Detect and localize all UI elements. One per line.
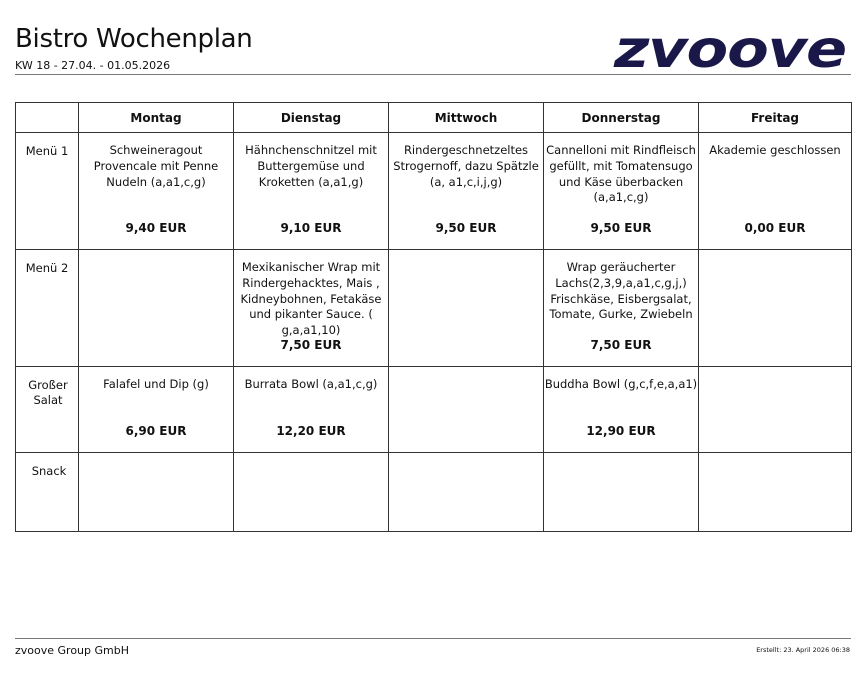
day-header: Montag bbox=[79, 103, 234, 133]
dish-text: Mexikanischer Wrap mit Rindergehacktes, Mais , Kidneybohnen, Fetakäse und pikanter Sauce. ( g,a,a1,10) bbox=[240, 260, 382, 338]
footer-created-date: Erstellt: 23. April 2026 06:38 bbox=[756, 646, 850, 654]
menu-cell bbox=[544, 250, 699, 367]
dish-text: Cannelloni mit Rindfleisch gefüllt, mit Tomatensugo und Käse überbacken (a,a1,c,g) bbox=[546, 143, 696, 205]
row-label: Menü 1 bbox=[16, 133, 79, 250]
week-range: KW 18 - 27.04. - 01.05.2026 bbox=[15, 59, 171, 72]
menu-cell bbox=[699, 367, 852, 453]
menu-cell bbox=[389, 250, 544, 367]
price: 7,50 EUR bbox=[280, 338, 342, 352]
menu-cell bbox=[234, 367, 389, 453]
day-header: Mittwoch bbox=[389, 103, 544, 133]
dish-text bbox=[234, 453, 388, 463]
price: 9,50 EUR bbox=[435, 221, 497, 235]
table-row bbox=[16, 367, 852, 453]
row-label: Menü 2 bbox=[16, 250, 79, 367]
menu-cell bbox=[544, 133, 699, 250]
dish-text bbox=[389, 367, 543, 377]
menu-cell bbox=[79, 133, 234, 250]
price: 9,40 EUR bbox=[125, 221, 187, 235]
menu-cell bbox=[699, 453, 852, 532]
dish-text: Buddha Bowl (g,c,f,e,a,a1) bbox=[544, 377, 698, 391]
menu-cell bbox=[389, 133, 544, 250]
dish-text: Akademie geschlossen bbox=[709, 143, 841, 157]
dish-text bbox=[79, 250, 233, 260]
table-row bbox=[16, 453, 852, 532]
logo-text: zvoove bbox=[612, 26, 846, 72]
menu-cell bbox=[544, 367, 699, 453]
dish-text bbox=[699, 453, 851, 463]
dish-text bbox=[699, 367, 851, 377]
corner-cell bbox=[16, 103, 79, 133]
row-label: Großer Salat bbox=[16, 367, 79, 453]
weekly-menu-table bbox=[15, 102, 852, 532]
menu-cell bbox=[544, 453, 699, 532]
header-divider bbox=[15, 74, 851, 75]
day-header: Dienstag bbox=[234, 103, 389, 133]
row-label: Snack bbox=[16, 453, 79, 532]
zvoove-logo bbox=[612, 26, 850, 72]
dish-text: Wrap geräucherter Lachs(2,3,9,a,a1,c,g,j,) Frischkäse, Eisbergsalat, Tomate, Gurke, Zwiebeln bbox=[549, 260, 693, 322]
price: 12,90 EUR bbox=[586, 424, 656, 438]
day-header: Donnerstag bbox=[544, 103, 699, 133]
page-title: Bistro Wochenplan bbox=[15, 24, 253, 54]
menu-cell bbox=[234, 453, 389, 532]
price: 6,90 EUR bbox=[125, 424, 187, 438]
menu-cell bbox=[389, 367, 544, 453]
dish-text bbox=[79, 453, 233, 463]
price: 9,10 EUR bbox=[280, 221, 342, 235]
table-row bbox=[16, 250, 852, 367]
price: 9,50 EUR bbox=[590, 221, 652, 235]
dish-text: Hähnchenschnitzel mit Buttergemüse und Kroketten (a,a1,g) bbox=[245, 143, 377, 189]
menu-cell bbox=[389, 453, 544, 532]
menu-cell bbox=[699, 133, 852, 250]
price: 12,20 EUR bbox=[276, 424, 346, 438]
footer-company: zvoove Group GmbH bbox=[15, 644, 129, 657]
table-row bbox=[16, 133, 852, 250]
menu-cell bbox=[79, 453, 234, 532]
menu-cell bbox=[699, 250, 852, 367]
price: 0,00 EUR bbox=[744, 221, 806, 235]
price: 7,50 EUR bbox=[590, 338, 652, 352]
dish-text: Rindergeschnetzeltes Strogernoff, dazu Spätzle (a, a1,c,i,j,g) bbox=[393, 143, 539, 189]
menu-cell bbox=[234, 250, 389, 367]
dish-text bbox=[544, 453, 698, 463]
footer-divider bbox=[15, 638, 851, 639]
dish-text bbox=[389, 250, 543, 260]
menu-cell bbox=[234, 133, 389, 250]
menu-cell bbox=[79, 367, 234, 453]
dish-text bbox=[389, 453, 543, 463]
menu-cell bbox=[79, 250, 234, 367]
table-header-row bbox=[16, 103, 852, 133]
dish-text: Burrata Bowl (a,a1,c,g) bbox=[244, 377, 378, 391]
dish-text: Falafel und Dip (g) bbox=[103, 377, 209, 391]
day-header: Freitag bbox=[699, 103, 852, 133]
dish-text: Schweineragout Provencale mit Penne Nudeln (a,a1,c,g) bbox=[93, 143, 219, 189]
dish-text bbox=[699, 250, 851, 260]
